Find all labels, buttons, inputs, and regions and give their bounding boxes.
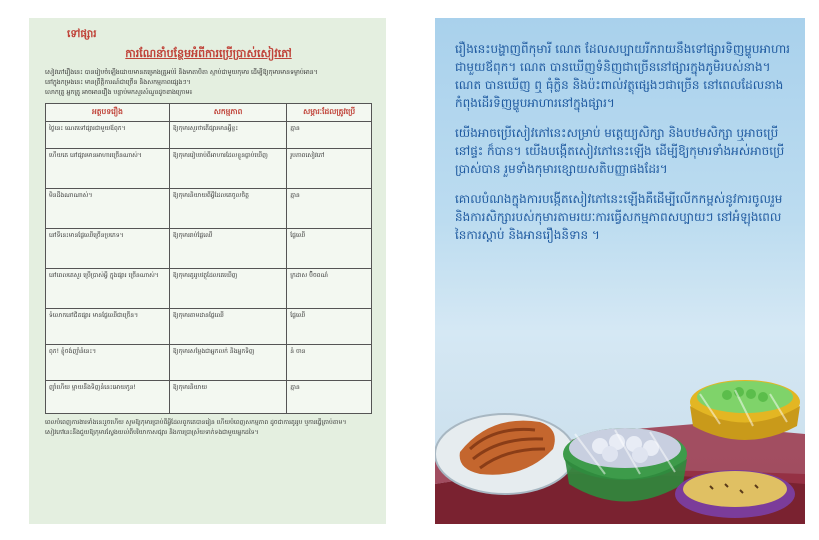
- table-cell-activity: ឱ្យកុមារគូររូបវត្ថុដែលគេឃើញ: [169, 269, 286, 309]
- page-title: ការណែនាំបន្ថែមអំពីការប្រើប្រាស់សៀវភៅ: [125, 47, 292, 60]
- table-row: [46, 229, 372, 269]
- table-row: [46, 269, 372, 309]
- activity-table: [45, 103, 372, 414]
- table-cell-materials: គ្មាន: [287, 189, 372, 229]
- guide-page: [29, 18, 386, 524]
- table-cell-activity: ឱ្យកុមារតាមដានផ្លែឈើ: [169, 309, 286, 345]
- table-cell-activity: ឱ្យកុមារសម្ដែងជាអ្នកលក់ និងអ្នកទិញ: [169, 345, 286, 381]
- story-paragraph: គោលបំណងក្នុងការបង្កើតសៀវភៅនេះឡើងគឺដើម្បីលើកកម្ពស់នូវការចូលរួមនិងការសិក្សារបស់កុមារតាមរយៈការធ្វើសកម្មភាពសប្បាយៗ នៅអំឡុងពេលនៃការស្ដាប់ និងអានរឿងនិទាន ។: [455, 192, 783, 242]
- table-header-row: [46, 104, 372, 122]
- intro-paragraph: សៀវភៅរឿងនេះ បានរៀបចំឡើងដោយមានគម្រោងគ្រូអប់រំ និងមាតាបិតា ស្តាប់ជាមួយកុមារ ដើម្បីឱ្យកុមារមានទម្លាប់អាន។: [45, 69, 318, 76]
- table-cell-story: ហើយគេ នៅផ្សារមានអាហារច្រើនណាស់។: [46, 149, 170, 189]
- table-row: [46, 122, 372, 149]
- table-cell-story: នៅទីនេះមានផ្លែឈើច្រើនប្រភេទ។: [46, 229, 170, 269]
- table-cell-activity: ឱ្យកុមាររៀបរាប់ពីអាហារដែលខ្លួនធ្លាប់ឃើញ: [169, 149, 286, 189]
- table-cell-activity: ឱ្យកុមាររាប់ផ្លែឈើ: [169, 229, 286, 269]
- table-cell-activity: ឱ្យកុមារនិយាយ: [169, 381, 286, 414]
- table-row: [46, 381, 372, 414]
- rice-bowl-icon: [675, 470, 795, 518]
- table-cell-materials: នំ ចាន: [287, 345, 372, 381]
- closing-notes: [45, 419, 372, 437]
- market-food-illustration: [435, 334, 805, 524]
- table-row: [46, 149, 372, 189]
- table-cell-story: នៅពេលគេសួរ ប្រើប្រាស់អ្វី ក្នុងផ្សារ ច្រើនណាស់។: [46, 269, 170, 309]
- story-description: [455, 40, 791, 256]
- intro-text: [45, 69, 372, 97]
- table-row: [46, 345, 372, 381]
- closing-paragraph: សៀវភៅនេះនឹងជួយឱ្យកុមារស្វែងយល់ពីបរិយាកាសផ្សារ និងការប្រាស្រ័យទាក់ទងជាមួយអ្នកដទៃ។: [45, 429, 259, 436]
- table-cell-activity: ឱ្យកុមារនិយាយពីអ្វីដែលគេចូលចិត្ត: [169, 189, 286, 229]
- table-row: [46, 309, 372, 345]
- story-page: [435, 18, 805, 524]
- intro-paragraph: លោកគ្រូ អ្នកគ្រូ អាចអានរឿង បន្ទាប់មកសួរសំណួរដូចខាងក្រោម៖: [45, 89, 193, 96]
- closing-paragraph: ពេលបំពេញការងារទាំងនេះរួចហើយ សូមឱ្យកុមារប្រាប់ពីអ្វីដែលពួកគេបានរៀន ហើយបំពេញសកម្មភាព ដូចជាការគូររូប ឬការធ្វើត្រាប់តាម។: [45, 419, 347, 426]
- table-cell-materials: ផ្លែឈើ: [287, 229, 372, 269]
- table-cell-materials: គ្មាន: [287, 122, 372, 149]
- table-cell-story: មិនដឹងណាណាស់។: [46, 189, 170, 229]
- sausage-plate-icon: [435, 414, 575, 494]
- table-cell-activity: ឱ្យកុមារសួរថាតើផ្សារមានអ្វីខ្លះ: [169, 122, 286, 149]
- column-header-story: អត្ថបទរឿង: [46, 104, 170, 122]
- table-row: [46, 189, 372, 229]
- story-paragraph: រឿងនេះបង្ហាញពីកុមារី ណេត ដែលសប្បាយរីករាយនឹងទៅផ្សារទិញម្ហូបអាហារ ជាមួយឪពុក។ ណេត បានឃើញទំនិញជាច្រើននៅផ្សារក្នុងភូមិរបស់នាង។ ណេត បានឃើញ ឮ ធុំក្លិន និងប៉ះពាល់វត្ថុផ្សេងៗជាច្រើន នៅពេលដែលនាងកំពុងដើរទិញម្ហូបអាហារនៅក្នុងផ្សារ។: [455, 42, 790, 110]
- table-cell-story: ទំលោកនៅជិតផ្សារ មានផ្លែឈើជាច្រើន។: [46, 309, 170, 345]
- table-cell-materials: រូបភាពសៀវភៅ: [287, 149, 372, 189]
- page-heading: ទៅផ្សារ: [67, 28, 97, 40]
- table-cell-materials: ក្រដាស ប៊ិចពណ៌: [287, 269, 372, 309]
- table-cell-story: ថ្ងៃនេះ ណេតទៅផ្សារជាមួយឪពុក។: [46, 122, 170, 149]
- table-cell-story: ពុក! ខ្ញុំចង់ញ៉ាំនំនេះ។: [46, 345, 170, 381]
- story-paragraph: យើងអាចប្រើសៀវភៅនេះសម្រាប់ មត្តេយ្យសិក្សា និងបឋមសិក្សា ឬអាចប្រើនៅផ្ទះ ក៏បាន។ យើងបង្កើតសៀវភៅនេះឡើង ដើម្បីឱ្យកុមារទាំងអស់អាចប្រើប្រាស់បាន រួមទាំងកុមារខ្សោយសតិបញ្ញាផងដែរ។: [455, 126, 785, 176]
- table-cell-materials: ផ្លែឈើ: [287, 309, 372, 345]
- column-header-materials: សម្ភារៈដែលត្រូវប្រើ: [287, 104, 372, 122]
- table-cell-materials: គ្មាន: [287, 381, 372, 414]
- intro-paragraph: នៅក្នុងកម្រងនេះ មានព្រឹត្តិការណ៍ជាច្រើន និងសកម្មភាពផ្សេងៗ។: [45, 79, 191, 86]
- column-header-activity: សកម្មភាព: [169, 104, 286, 122]
- dumpling-bowl-icon: [563, 428, 687, 502]
- table-cell-story: ញ៉ាំហើយ ម្ដាយនឹងទិញនំនេះអោយកូន!: [46, 381, 170, 414]
